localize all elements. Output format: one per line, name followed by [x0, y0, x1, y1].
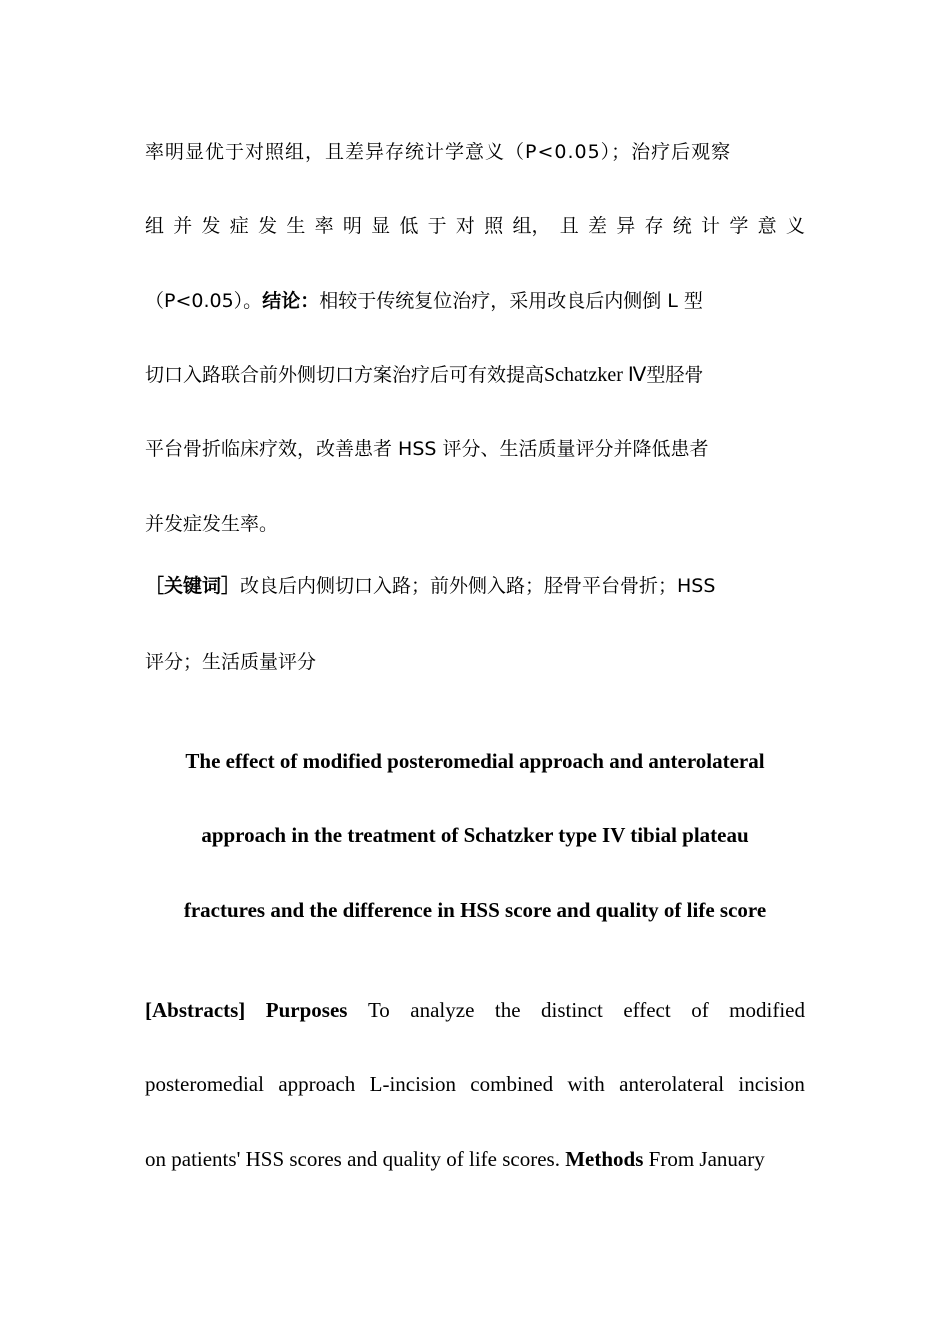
abstract-en-line-3	[145, 1147, 805, 1171]
abstract-zh-char: 发	[258, 215, 278, 237]
abstract-zh-char: 显	[371, 215, 391, 237]
abstract-en-word: of	[691, 998, 709, 1022]
conclusion-text: 相较于传统复位治疗，采用改良后内侧倒 L 型	[319, 290, 703, 312]
abstract-zh-char: 组	[145, 215, 165, 237]
abstract-zh-char: 义	[785, 215, 805, 237]
abstract-zh-line-6: 并发症发生率。	[145, 513, 279, 535]
abstract-en-word: approach	[278, 1072, 356, 1096]
conclusion-text-3: 型胫骨	[646, 364, 704, 386]
purposes-label: Purposes	[265, 998, 348, 1022]
keywords-line-1	[145, 574, 805, 598]
p-value-text: （P<0.05）。	[145, 290, 263, 312]
abstract-zh-char: 于	[427, 215, 447, 237]
abstract-en-text: on patients' HSS scores and quality of life scores.	[145, 1147, 560, 1171]
abstract-zh-char: 对	[455, 215, 475, 237]
conclusion-text-2: 切口入路联合前外侧切口方案治疗后可有效提高	[145, 364, 545, 386]
abstract-en-word: distinct	[541, 998, 603, 1022]
abstract-en-word: with	[567, 1072, 605, 1096]
english-title-line-1: The effect of modified posteromedial approach and anterolateral	[185, 749, 765, 773]
keywords-text: 改良后内侧切口入路；前外侧入路；胫骨平台骨折；HSS	[240, 575, 716, 597]
abstract-en-word: posteromedial	[145, 1072, 264, 1096]
abstract-zh-line-1: 率明显优于对照组，且差异存统计学意义（P<0.05）；治疗后观察	[145, 141, 732, 163]
abstracts-label: [Abstracts]	[145, 998, 246, 1022]
abstract-zh-char: 意	[757, 215, 777, 237]
abstract-en-text-2: From January	[648, 1147, 765, 1171]
abstract-zh-char: 且	[559, 215, 579, 237]
abstract-zh-char: 明	[342, 215, 362, 237]
abstract-zh-char: 症	[229, 215, 249, 237]
keywords-line-2: 评分；生活质量评分	[145, 651, 317, 673]
keywords-label: ［关键词］	[145, 575, 241, 597]
abstract-zh-char: 低	[399, 215, 419, 237]
abstract-zh-line-3	[145, 289, 805, 313]
abstract-zh-line-4	[145, 363, 805, 387]
abstract-zh-char: 异	[616, 215, 636, 237]
abstract-en-word: modified	[729, 998, 805, 1022]
abstract-zh-char: 组，	[512, 215, 551, 237]
english-title-line-3: fractures and the difference in HSS score and quality of life score	[183, 898, 767, 922]
abstract-en-word: To	[367, 998, 390, 1022]
schatzker-term: Schatzker Ⅳ	[544, 364, 647, 386]
abstract-en-word: the	[494, 998, 521, 1022]
abstract-en-line-2	[145, 1072, 805, 1096]
abstract-en-word: effect	[623, 998, 671, 1022]
abstract-en-word: incision	[738, 1072, 805, 1096]
abstract-en-word: combined	[470, 1072, 554, 1096]
abstract-en-word: L-incision	[369, 1072, 456, 1096]
abstract-zh-char: 统	[672, 215, 692, 237]
abstract-en-word: analyze	[410, 998, 475, 1022]
abstract-zh-char: 率	[314, 215, 334, 237]
abstract-zh-line-2	[145, 214, 805, 238]
abstract-en-word: anterolateral	[619, 1072, 725, 1096]
abstract-zh-char: 存	[644, 215, 664, 237]
methods-label: Methods	[565, 1147, 644, 1171]
abstract-label-group	[145, 998, 245, 1022]
abstract-zh-char: 差	[587, 215, 607, 237]
english-title-line-2: approach in the treatment of Schatzker type IV tibial plateau	[201, 823, 749, 847]
conclusion-label: 结论：	[262, 290, 320, 312]
abstract-en-line-1	[145, 998, 805, 1022]
abstract-zh-char: 计	[701, 215, 721, 237]
abstract-zh-line-5: 平台骨折临床疗效，改善患者 HSS 评分、生活质量评分并降低患者	[145, 438, 709, 460]
abstract-zh-char: 发	[201, 215, 221, 237]
abstract-zh-char: 生	[286, 215, 306, 237]
abstract-zh-char: 并	[173, 215, 193, 237]
abstract-zh-char: 学	[729, 215, 749, 237]
abstract-zh-char: 照	[484, 215, 504, 237]
